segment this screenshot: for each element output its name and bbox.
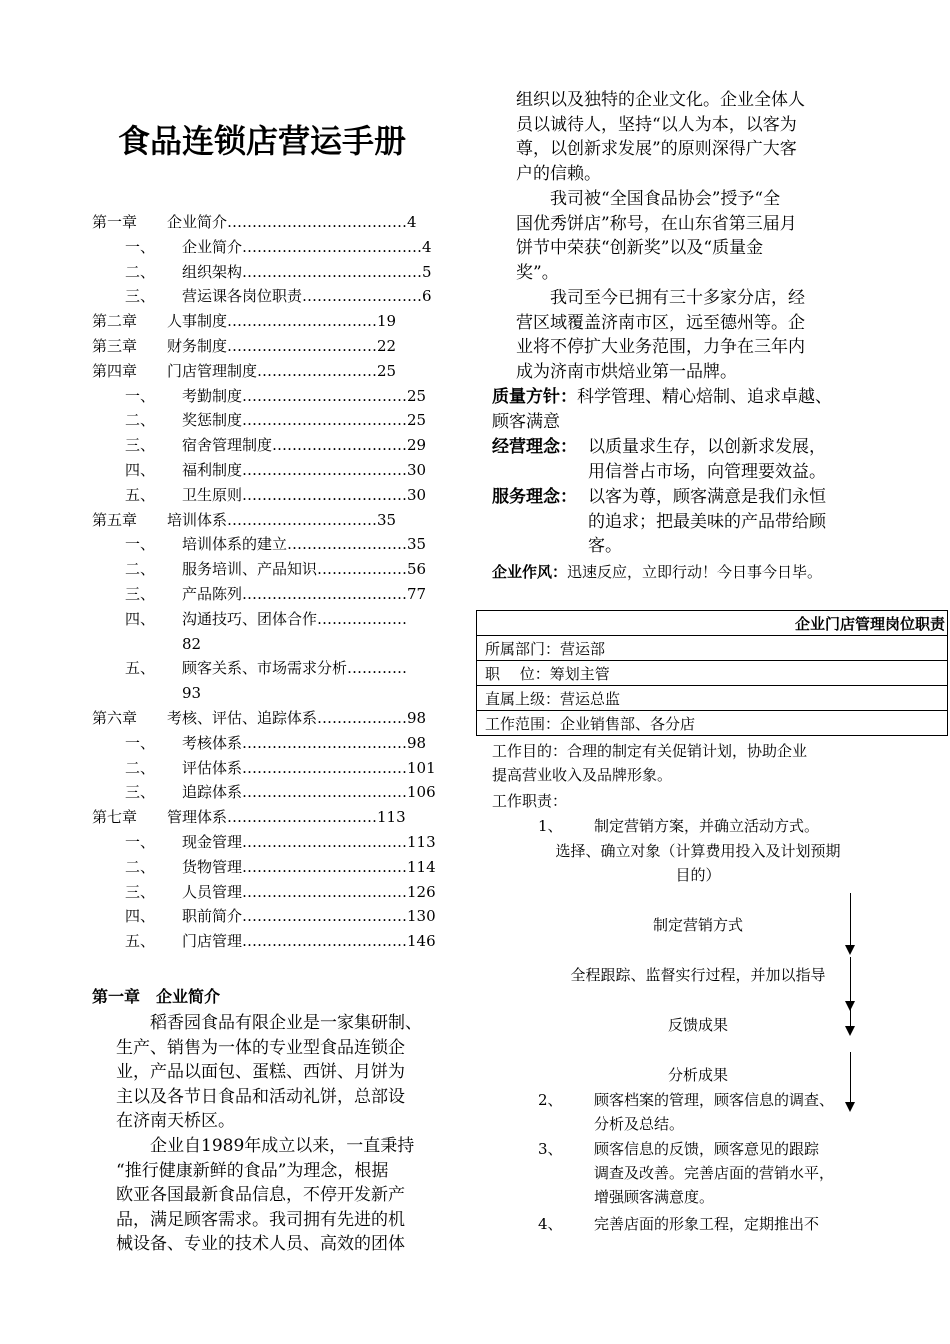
text-line: 在济南天桥区。 (116, 1111, 235, 1132)
toc-entry-title: 企业简介………………………………4 (182, 237, 432, 256)
toc-entry[interactable] (92, 532, 462, 557)
toc-entry-number: 三、 (125, 287, 156, 306)
text-line: 品，满足顾客需求。我司拥有先进的机 (116, 1209, 405, 1230)
toc-entry[interactable] (92, 384, 462, 409)
flow-step: 选择、确立对象（计算费用投入及计划预期 (555, 842, 841, 860)
duty-text: 顾客档案的管理，顾客信息的调查、 (594, 1091, 835, 1109)
toc-entry[interactable] (92, 706, 462, 731)
text-line: 业将不停扩大业务范围，力争在三年内 (516, 337, 805, 358)
toc-entry[interactable] (92, 880, 462, 905)
text-line: 我司至今已拥有三十多家分店，经 (516, 288, 805, 308)
document-title: 食品连锁店营运手册 (118, 122, 407, 160)
toc-entry-title: 门店管理制度……………………25 (167, 361, 397, 380)
toc-entry-number: 第二章 (92, 312, 138, 331)
toc-entry-title: 职前简介……………………………130 (182, 907, 436, 926)
toc-entry[interactable] (92, 458, 462, 483)
toc-entry-number: 二、 (125, 758, 156, 777)
duty-number: 1、 (538, 817, 563, 835)
toc-entry[interactable] (92, 260, 462, 285)
toc-entry[interactable] (92, 805, 462, 830)
flow-arrow (850, 893, 851, 953)
operation-philosophy-label: 经营理念： (492, 437, 577, 457)
text-line: 械设备、专业的技术人员、高效的团体 (116, 1234, 405, 1255)
flow-arrow (850, 1000, 851, 1034)
duty-text: 完善店面的形象工程，定期推出不 (594, 1215, 820, 1233)
operation-philosophy (492, 435, 577, 460)
toc-entry-title: 产品陈列……………………………77 (182, 584, 427, 603)
toc-entry[interactable] (92, 408, 462, 433)
text-line: 稻香园食品有限企业是一家集研制、 (116, 1013, 422, 1033)
toc-entry[interactable] (92, 582, 462, 607)
text-line: 以质量求生存，以创新求发展， (588, 437, 826, 457)
toc-entry-title: 考勤制度……………………………25 (182, 386, 427, 405)
toc-entry[interactable] (92, 508, 462, 533)
text-line: 户的信赖。 (516, 163, 601, 184)
duty-number: 3、 (538, 1140, 563, 1158)
toc-entry-title: 服务培训、产品知识………………56 (182, 560, 427, 579)
toc-entry-title: 宿舍管理制度………………………29 (182, 436, 427, 455)
toc-entry[interactable] (92, 284, 462, 309)
flow-step: 分析成果 (667, 1066, 728, 1084)
culture-paragraph (516, 88, 805, 186)
toc-entry-number: 一、 (125, 832, 156, 851)
text-line: 以客为尊，顾客满意是我们永恒 (588, 487, 826, 507)
text-line: 饼节中荣获“创新奖”以及“质量金 (516, 238, 764, 259)
toc-entry-title: 培训体系…………………………35 (167, 510, 397, 529)
toc-entry[interactable] (92, 557, 462, 582)
duty-number: 4、 (538, 1215, 563, 1233)
toc-entry-title: 考核、评估、追踪体系………………98 (167, 708, 427, 727)
job-purpose-line: 工作目的：合理的制定有关促销计划，协助企业 (492, 742, 808, 760)
flow-step: 全程跟踪、监督实行过程，并加以指导 (570, 966, 826, 984)
toc-entry-page: 93 (182, 684, 202, 703)
toc-entry-title: 财务制度…………………………22 (167, 336, 397, 355)
text-line: 的追求；把最美味的产品带给顾 (588, 511, 826, 532)
award-paragraph (516, 187, 797, 285)
toc-entry[interactable] (92, 855, 462, 880)
quality-policy-text: 科学管理、精心焙制、追求卓越、 (577, 387, 832, 407)
toc-entry-number: 五、 (125, 485, 156, 504)
toc-entry-title: 追踪体系……………………………106 (182, 783, 436, 802)
text-line: 客。 (588, 536, 622, 557)
toc-entry-number: 四、 (125, 460, 156, 479)
duty-text: 调查及改善。完善店面的营销水平， (594, 1164, 835, 1182)
toc-entry-number: 二、 (125, 262, 156, 281)
toc-entry-number: 三、 (125, 882, 156, 901)
text-line: 生产、销售为一体的专业型食品连锁企 (116, 1037, 405, 1058)
toc-entry-title: 奖惩制度……………………………25 (182, 411, 427, 430)
job-info-table (476, 610, 948, 736)
text-line: 营区域覆盖济南市区，远至德州等。企 (516, 312, 805, 333)
toc-entry-title: 营运课各岗位职责……………………6 (182, 287, 432, 306)
toc-entry-title: 现金管理……………………………113 (182, 832, 436, 851)
toc-entry[interactable] (92, 359, 462, 384)
job-table-row: 直属上级：营运总监 (477, 686, 948, 711)
toc-entry[interactable] (92, 235, 462, 260)
quality-policy-cont: 顾客满意 (492, 412, 560, 432)
toc-entry-title: 人事制度…………………………19 (167, 312, 397, 331)
toc-entry-number: 第七章 (92, 808, 138, 827)
toc-entry-title: 组织架构………………………………5 (182, 262, 432, 281)
flow-step: 制定营销方式 (652, 916, 743, 934)
toc-entry[interactable] (92, 334, 462, 359)
text-line: 尊，以创新求发展”的原则深得广大客 (516, 139, 797, 160)
toc-entry[interactable] (92, 210, 462, 235)
text-line: 成为济南市烘焙业第一品牌。 (516, 361, 737, 382)
text-line: 欧亚各国最新食品信息，不停开发新产 (116, 1185, 405, 1206)
toc-entry[interactable] (92, 656, 462, 681)
job-table-row: 职 位：筹划主管 (477, 661, 948, 686)
toc-entry-number: 一、 (125, 535, 156, 554)
text-line: 企业自1989年成立以来，一直秉持 (116, 1136, 415, 1156)
toc-entry-title: 货物管理……………………………114 (182, 857, 436, 876)
toc-entry-number: 三、 (125, 436, 156, 455)
company-style-label: 企业作风： (492, 563, 568, 581)
intro-paragraph-1 (116, 1011, 422, 1134)
toc-entry-number: 三、 (125, 584, 156, 603)
toc-entry-number: 一、 (125, 733, 156, 752)
job-table-row: 工作范围：企业销售部、各分店 (477, 711, 948, 736)
toc-entry[interactable] (92, 904, 462, 929)
toc-entry-number: 二、 (125, 560, 156, 579)
toc-entry-number: 四、 (125, 907, 156, 926)
toc-entry-number: 三、 (125, 783, 156, 802)
company-style (492, 560, 822, 584)
toc-entry-title: 培训体系的建立……………………35 (182, 535, 427, 554)
text-line: 组织以及独特的企业文化。企业全体人 (516, 90, 805, 110)
toc-entry-number: 第一章 (92, 213, 138, 231)
toc-entry-title: 顾客关系、市场需求分析………… (182, 659, 408, 678)
job-table-header: 企业门店管理岗位职责 (477, 611, 948, 636)
toc-entry-title: 管理体系…………………………113 (167, 808, 406, 827)
flow-step: 目的） (675, 866, 721, 884)
toc-entry-number: 二、 (125, 411, 156, 430)
toc-entry[interactable] (92, 780, 462, 805)
toc-entry[interactable] (92, 929, 462, 954)
service-philosophy-text (588, 485, 826, 559)
text-line: 业，产品以面包、蛋糕、西饼、月饼为 (116, 1062, 405, 1083)
duty-text: 顾客信息的反馈，顾客意见的跟踪 (594, 1140, 820, 1158)
operation-philosophy-text (588, 435, 826, 484)
toc-entry-title: 沟通技巧、团体合作……………… (182, 609, 408, 628)
duty-number: 2、 (538, 1091, 563, 1109)
toc-entry-number: 五、 (125, 932, 156, 951)
quality-policy (492, 385, 832, 410)
duty-text: 分析及总结。 (594, 1115, 685, 1133)
toc-entry[interactable] (92, 731, 462, 756)
toc-entry-number: 二、 (125, 857, 156, 876)
toc-entry-title: 门店管理……………………………146 (182, 932, 436, 951)
toc-entry-title: 福利制度……………………………30 (182, 460, 427, 479)
toc-entry[interactable] (92, 756, 462, 781)
company-style-text: 迅速反应，立即行动！今日事今日毕。 (567, 563, 823, 581)
toc-entry-number: 第三章 (92, 336, 138, 355)
toc-entry-title: 考核体系……………………………98 (182, 733, 427, 752)
toc-entry-number: 第五章 (92, 510, 138, 529)
toc-entry-title: 卫生原则……………………………30 (182, 485, 427, 504)
toc-entry-number: 第四章 (92, 361, 138, 380)
toc-entry-number: 第六章 (92, 708, 138, 727)
text-line: 我司被“全国食品协会”授予“全 (516, 189, 781, 209)
flow-step: 反馈成果 (667, 1016, 728, 1034)
job-duties-label: 工作职责： (492, 792, 568, 810)
toc-entry-number: 一、 (125, 237, 156, 256)
toc-entry-number: 四、 (125, 609, 156, 628)
text-line: 主以及各节日食品和活动礼饼，总部设 (116, 1086, 405, 1107)
toc-entry-page: 82 (182, 634, 202, 653)
toc-entry-title: 企业简介………………………………4 (167, 213, 417, 231)
service-philosophy (492, 485, 577, 510)
job-table-row: 所属部门：营运部 (477, 636, 948, 661)
branches-paragraph (516, 286, 805, 384)
toc-entry[interactable] (92, 607, 462, 632)
flow-arrow (850, 1052, 851, 1110)
job-purpose-line: 提高营业收入及品牌形象。 (492, 766, 673, 784)
duty-text: 制定营销方案，并确立活动方式。 (594, 817, 820, 835)
text-line: 员以诚待人，坚持“以人为本，以客为 (516, 114, 797, 135)
toc-entry[interactable] (92, 433, 462, 458)
toc-entry-number: 一、 (125, 386, 156, 405)
intro-paragraph-2 (116, 1134, 414, 1257)
toc-entry[interactable] (92, 309, 462, 334)
text-line: 国优秀饼店”称号，在山东省第三届月 (516, 213, 797, 234)
service-philosophy-label: 服务理念： (492, 487, 577, 507)
toc-entry[interactable] (92, 681, 462, 706)
toc-entry-title: 评估体系……………………………101 (182, 758, 436, 777)
toc-entry-title: 人员管理……………………………126 (182, 882, 436, 901)
toc-entry[interactable] (92, 483, 462, 508)
table-of-contents (92, 210, 462, 954)
quality-policy-label: 质量方针： (492, 387, 577, 407)
text-line: 奖”。 (516, 262, 559, 283)
toc-entry[interactable] (92, 830, 462, 855)
text-line: “推行健康新鲜的食品”为理念，根据 (116, 1160, 389, 1181)
toc-entry-number: 五、 (125, 659, 156, 678)
text-line: 用信誉占市场，向管理要效益。 (588, 461, 826, 482)
chapter-heading: 第一章 企业简介 (92, 987, 221, 1006)
duty-text: 增强顾客满意度。 (594, 1188, 715, 1206)
toc-entry[interactable] (92, 632, 462, 657)
